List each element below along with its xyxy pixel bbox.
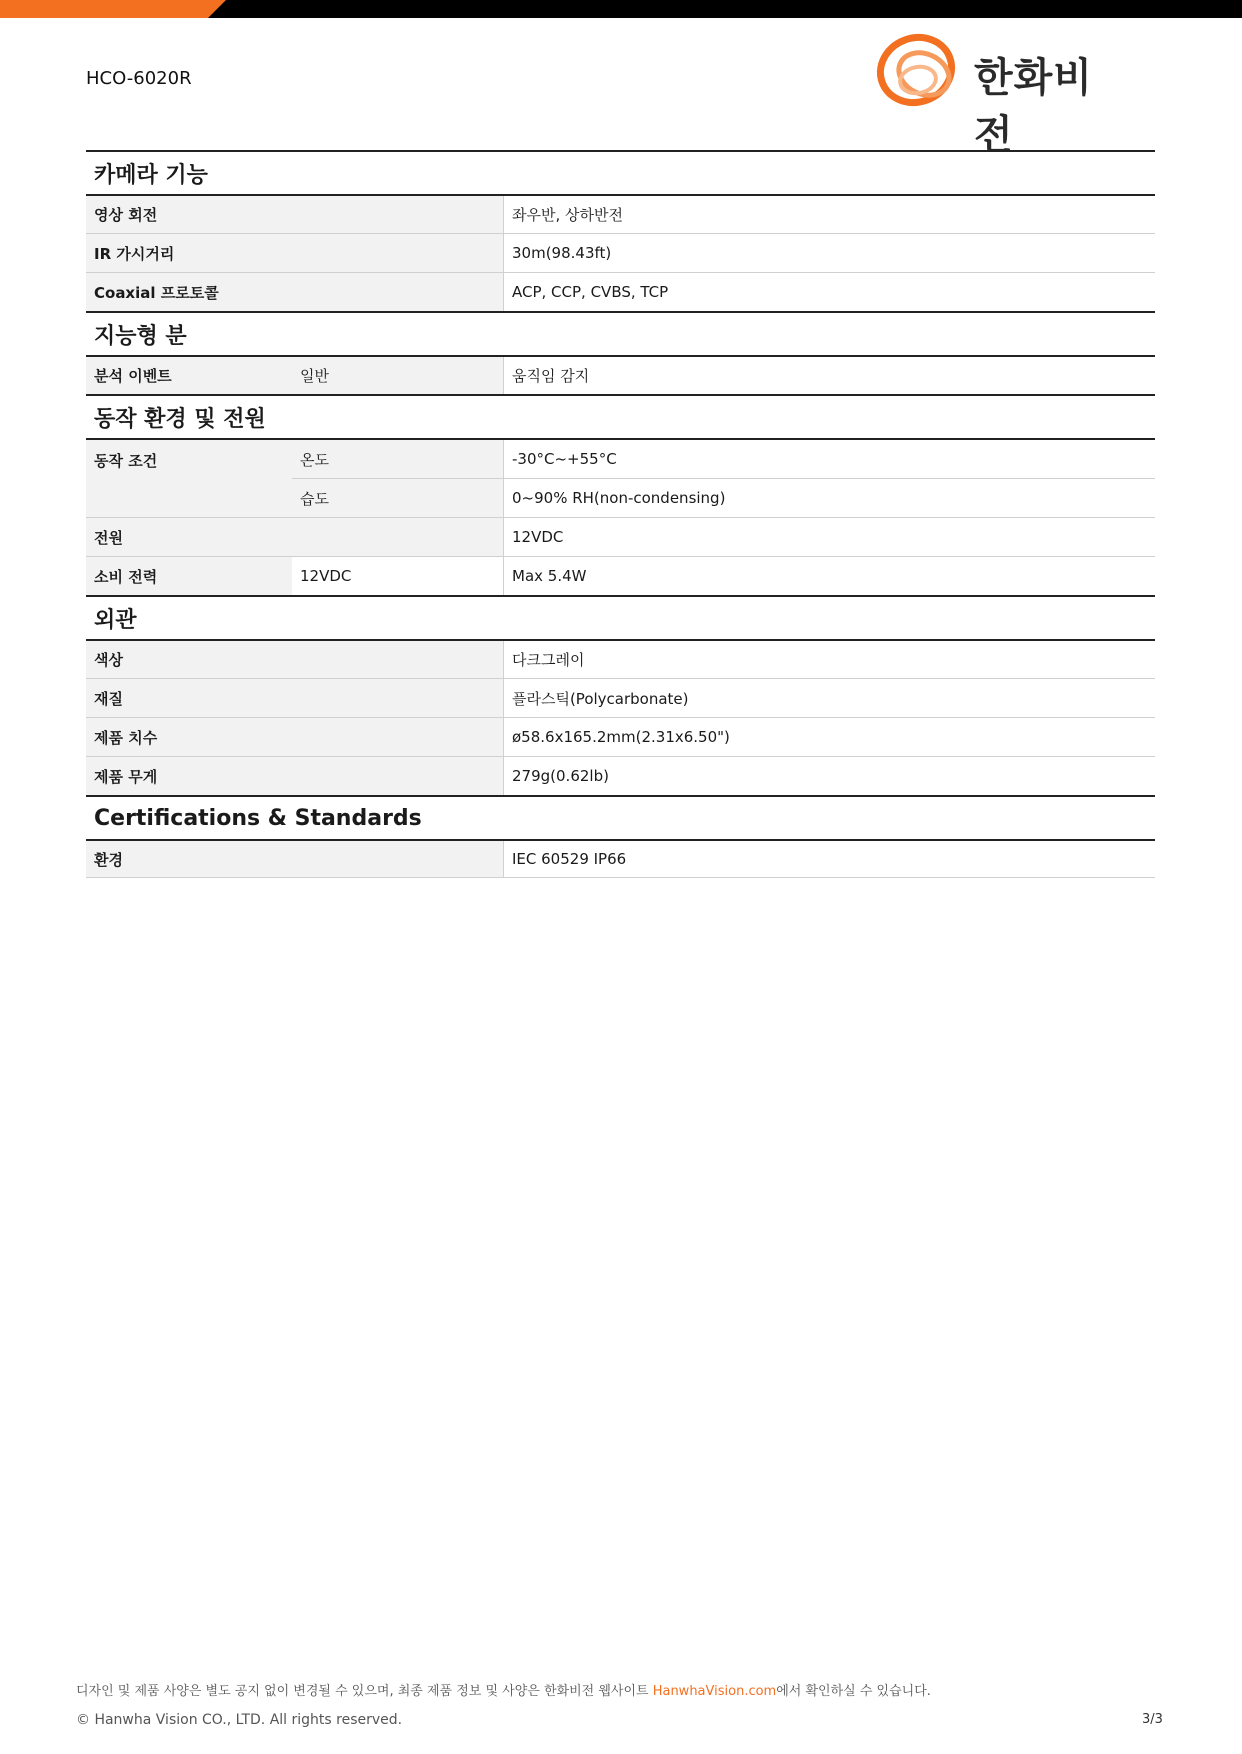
row-value: ACP, CCP, CVBS, TCP [504,273,1155,311]
hanwha-vision-logo [872,28,1127,158]
table-row [86,839,1155,878]
row-value: 다크그레이 [504,641,1155,678]
top-bar [0,0,1242,18]
table-row [292,478,1155,517]
section-title-certifications: Certifications & Standards [86,795,1155,839]
logo-text: 한화비전 [974,55,1093,158]
page-number: 3/3 [1142,1712,1163,1727]
row-label: 재질 [86,679,504,717]
row-label: 소비 전력 [86,557,292,595]
row-value: 좌우반, 상하반전 [504,196,1155,233]
table-row [86,639,1155,678]
row-label: 분석 이벤트 [86,357,292,394]
row-label: 동작 조건 [86,440,292,517]
table-row [86,272,1155,311]
table-row [86,194,1155,233]
row-label: 제품 무게 [86,757,504,795]
row-label: 환경 [86,841,504,877]
section-title-camera: 카메라 기능 [86,150,1155,194]
row-value: -30°C~+55°C [504,440,1155,478]
table-row [86,517,1155,556]
section-title-intelligence: 지능형 분 [86,311,1155,355]
row-sublabel: 12VDC [292,557,504,595]
top-bar-accent [0,0,226,18]
row-label: Coaxial 프로토콜 [86,273,504,311]
row-sublabel: 온도 [292,440,504,478]
row-value: IEC 60529 IP66 [504,841,1155,877]
table-row [86,717,1155,756]
section-title-appearance: 외관 [86,595,1155,639]
operating-conditions-group [86,438,1155,517]
row-value: 움직임 감지 [504,357,1155,394]
row-value: 0~90% RH(non-condensing) [504,479,1155,517]
row-sublabel: 일반 [292,357,504,394]
table-row [86,678,1155,717]
table-row [86,756,1155,795]
row-label: 색상 [86,641,504,678]
row-value: 플라스틱(Polycarbonate) [504,679,1155,717]
row-value: ø58.6x165.2mm(2.31x6.50") [504,718,1155,756]
table-row [292,440,1155,478]
row-label: 영상 회전 [86,196,504,233]
copyright: © Hanwha Vision CO., LTD. All rights reserved. [76,1712,403,1728]
table-row [86,233,1155,272]
spec-table [86,150,1155,878]
model-number: HCO-6020R [86,68,192,89]
row-value: 30m(98.43ft) [504,234,1155,272]
row-label: 전원 [86,518,504,556]
table-row [86,556,1155,595]
notice-prefix: 디자인 및 제품 사양은 별도 공지 없이 변경될 수 있으며, 최종 제품 정보 및 사양은 한화비전 웹사이트 [76,1684,653,1699]
row-sublabel: 습도 [292,479,504,517]
row-label: 제품 치수 [86,718,504,756]
row-value: 12VDC [504,518,1155,556]
section-title-environment: 동작 환경 및 전원 [86,394,1155,438]
row-value: 279g(0.62lb) [504,757,1155,795]
notice-suffix: 에서 확인하실 수 있습니다. [776,1684,931,1699]
footer-notice [76,1680,931,1699]
row-value: Max 5.4W [504,557,1155,595]
table-row [86,355,1155,394]
row-label: IR 가시거리 [86,234,504,272]
website-link[interactable]: HanwhaVision.com [652,1684,777,1699]
swirl-logo-icon [872,28,968,114]
